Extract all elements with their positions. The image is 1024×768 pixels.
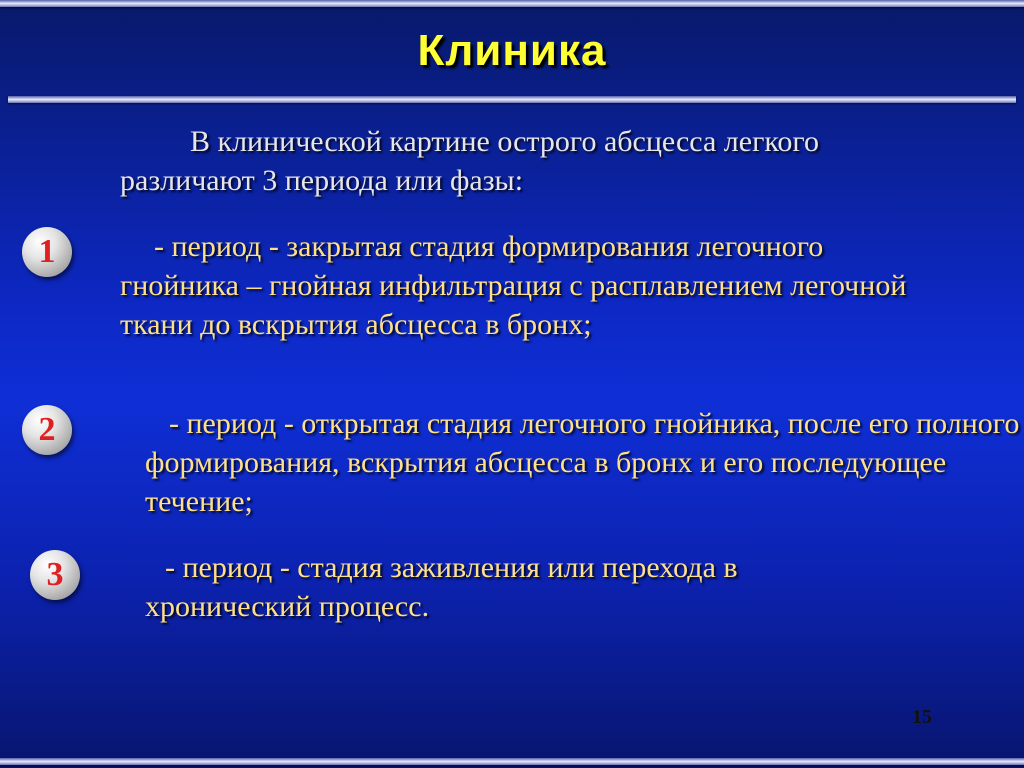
period-3-badge: 3: [30, 550, 80, 600]
title-divider: [8, 96, 1016, 103]
slide-title: Клиника: [417, 26, 607, 75]
period-1-text: - период - закрытая стадия формирования легочного гнойника – гнойная инфильтрация с расплавлением легочной ткани до вскрытия абсцесса в бронх;: [120, 230, 907, 341]
period-2-badge: 2: [22, 405, 72, 455]
intro-text: В клинической картине острого абсцесса легкого различают 3 периода или фазы:: [120, 125, 819, 197]
page-number: 15: [912, 706, 932, 728]
bottom-divider: [0, 758, 1024, 765]
top-divider: [0, 0, 1024, 7]
period-1-badge: 1: [22, 227, 72, 277]
period-2-text: - период - открытая стадия легочного гнойника, после его полного формирования, вскрытия абсцесса в бронх и его последующее течение;: [145, 407, 1020, 518]
period-3-text: - период - стадия заживления или перехода в хронический процесс.: [145, 551, 738, 623]
